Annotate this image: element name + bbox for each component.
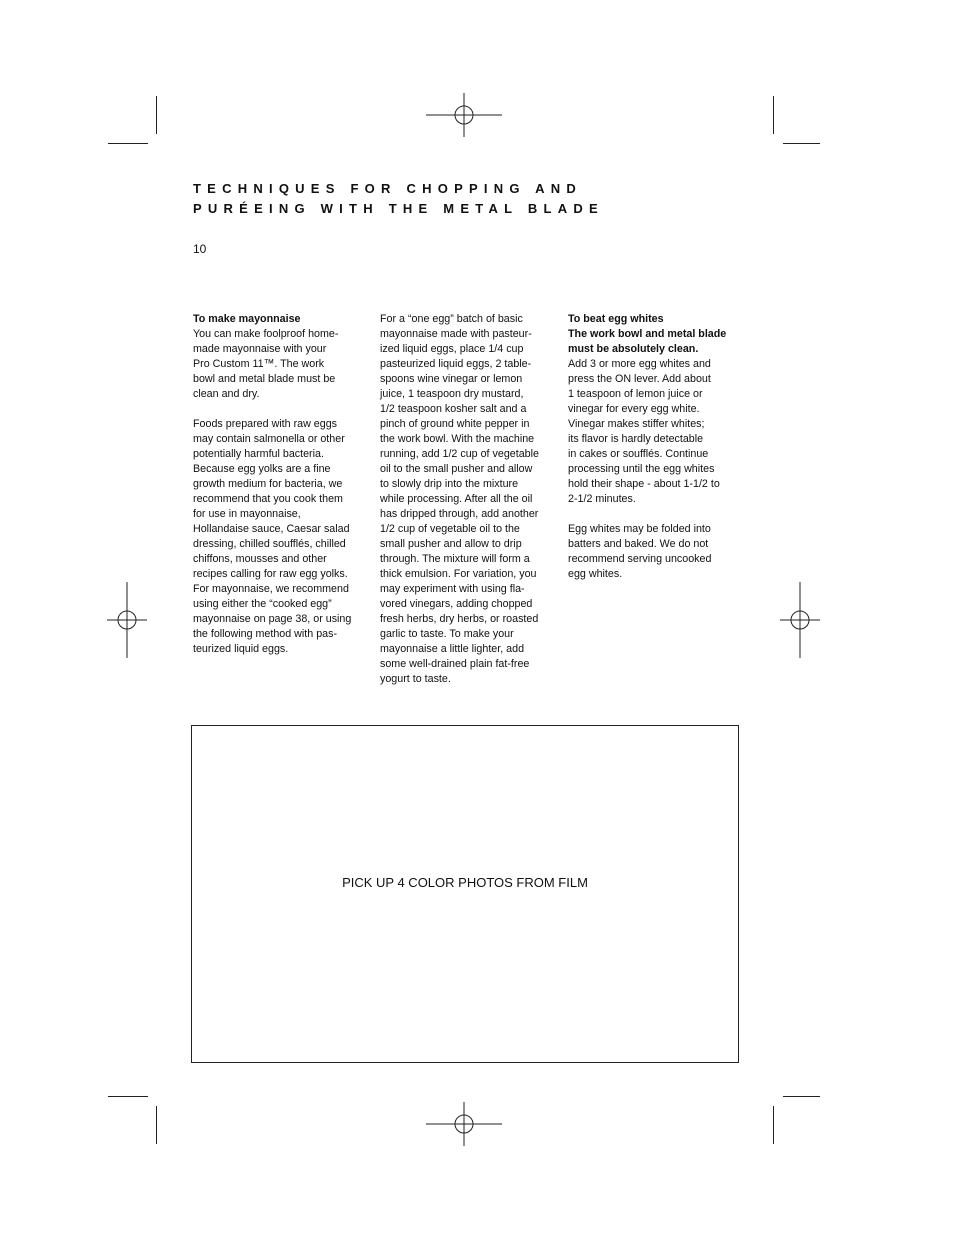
raw-eggs-warning-paragraph: Foods prepared with raw eggs may contain salmonella or other potentially harmful bacteria. Because egg yolks are a fine growth medium for bacteria, we recommend that you cook them for use in mayonnaise, Hollandaise sauce, Caesar salad dressing, chilled soufflés, chilled chiffons, mousses and other recipes calling for raw egg yolks. For mayonnaise, we recommend using either the “cooked egg” mayonnaise on page 38, or using the following method with pas- teurized liquid eggs. — [193, 418, 352, 655]
section-heading-egg-whites: To beat egg whites — [568, 313, 664, 325]
egg-whites-cleanliness-note: The work bowl and metal blade must be absolutely clean. — [568, 328, 727, 355]
crop-mark-top-left-h — [108, 143, 148, 144]
page-title-line-1: TECHNIQUES FOR CHOPPING AND — [193, 181, 583, 196]
mayonnaise-intro-paragraph: You can make foolproof home- made mayonnaise with your Pro Custom 11™. The work bowl and metal blade must be clean and dry. — [193, 328, 339, 400]
one-egg-method-paragraph: For a “one egg” batch of basic mayonnaise made with pasteur- ized liquid eggs, place 1/4 cup pasteurized liquid eggs, 2 table- spoons wine vinegar or lemon juice, 1 teaspoon dry mustard, 1/2 teaspoon kosher salt and a pinch of ground white pepper in the work bowl. With the machine running, add 1/2 cup of vegetable oil to the small pusher and allow to slowly drip into the mixture while processing. After all the oil has dripped through, add another 1/2 cup of vegetable oil to the small pusher and allow to drip through. The mixture will form a thick emulsion. For variation, you may experiment with using fla- vored vinegars, adding chopped fresh herbs, dry herbs, or roasted garlic to taste. To make your mayonnaise a little lighter, add some well-drained plain fat-free yogurt to taste. — [380, 313, 539, 685]
column-egg-whites — [568, 312, 730, 582]
crop-mark-bottom-left-h — [108, 1096, 148, 1097]
crop-mark-top-left-v — [156, 96, 157, 134]
page-number: 10 — [193, 242, 207, 256]
crop-mark-top-right-v — [773, 96, 774, 134]
page-title-line-2: PURÉEING WITH THE METAL BLADE — [193, 201, 604, 216]
section-heading-mayonnaise: To make mayonnaise — [193, 313, 301, 325]
photo-placeholder-label: PICK UP 4 COLOR PHOTOS FROM FILM — [342, 875, 588, 890]
registration-mark-right — [762, 582, 838, 658]
registration-mark-left — [89, 582, 165, 658]
page-title — [193, 179, 604, 219]
registration-mark-bottom — [426, 1086, 502, 1162]
crop-mark-top-right-h — [783, 143, 820, 144]
crop-mark-bottom-left-v — [156, 1106, 157, 1144]
registration-mark-top — [426, 77, 502, 153]
column-mayonnaise — [193, 312, 355, 657]
photo-placeholder-box — [191, 725, 739, 1063]
crop-mark-bottom-right-v — [773, 1106, 774, 1144]
column-one-egg-batch — [380, 312, 542, 687]
egg-whites-folding-paragraph: Egg whites may be folded into batters and baked. We do not recommend serving uncooked egg whites. — [568, 523, 712, 580]
crop-mark-bottom-right-h — [783, 1096, 820, 1097]
egg-whites-method-paragraph: Add 3 or more egg whites and press the ON lever. Add about 1 teaspoon of lemon juice or vinegar for every egg white. Vinegar makes stiffer whites; its flavor is hardly detectable in cakes or soufflés. Continue processing until the egg whites hold their shape - about 1-1/2 to 2-1/2 minutes. — [568, 358, 720, 505]
